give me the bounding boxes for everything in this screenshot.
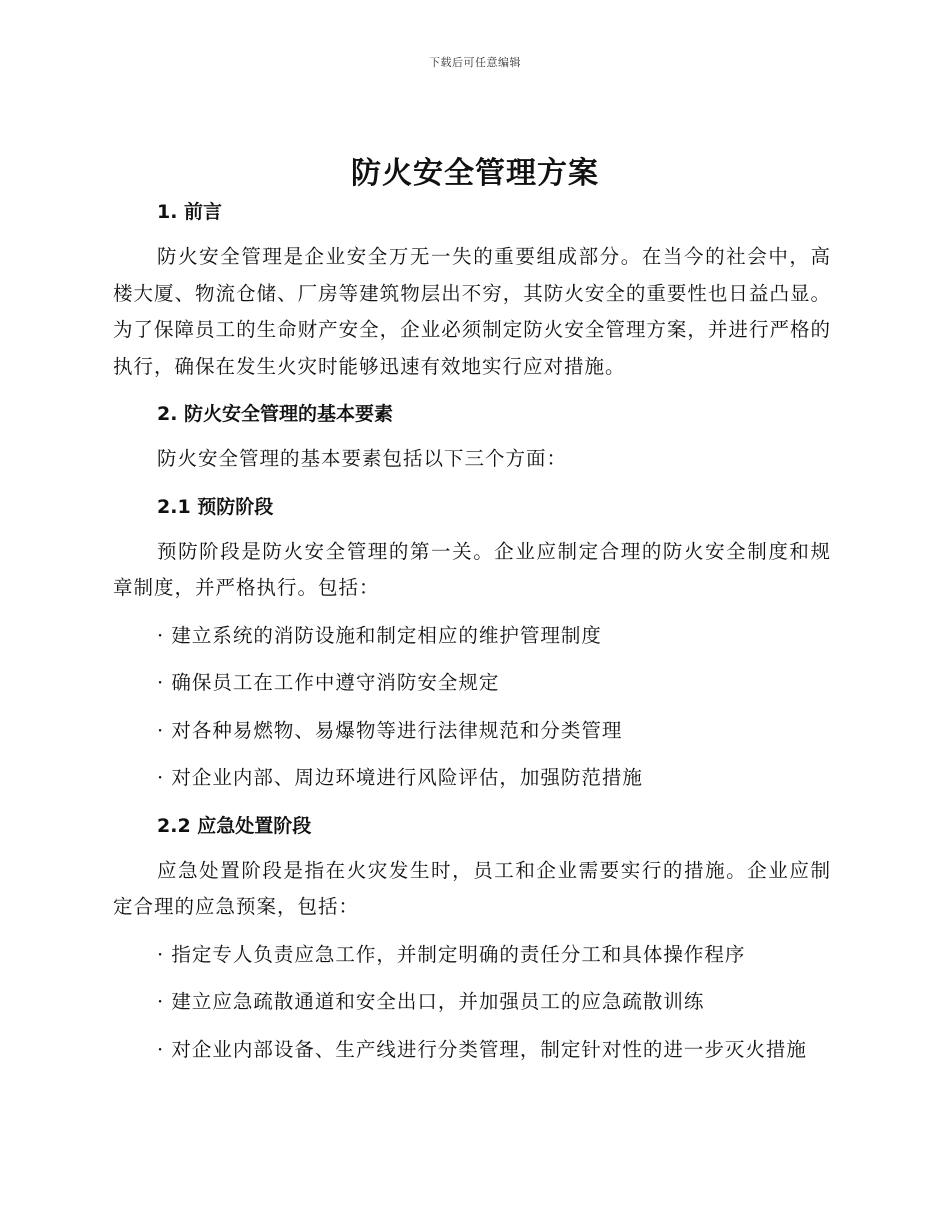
section-heading-emergency: 2.2 应急处置阶段 <box>157 814 312 837</box>
section-heading-preface: 1. 前言 <box>157 201 223 223</box>
preface-paragraph: 防火安全管理是企业安全万无一失的重要组成部分。在当今的社会中，高楼大厦、物流仓储、厂房等建筑物层出不穷，其防火安全的重要性也日益凸显。为了保障员工的生命财产安全，企业必须制定防火安全管理方案，并进行严格的执行，确保在发生火灾时能够迅速有效地实行应对措施。 <box>113 245 831 378</box>
section-heading-basic-elements: 2. 防火安全管理的基本要素 <box>157 403 394 425</box>
emergency-bullet-3: · 对企业内部设备、生产线进行分类管理，制定针对性的进一步灭火措施 <box>157 1037 807 1061</box>
basic-elements-paragraph: 防火安全管理的基本要素包括以下三个方面： <box>157 447 568 470</box>
prevention-bullet-1: · 建立系统的消防设施和制定相应的维护管理制度 <box>157 623 602 647</box>
document-body <box>113 196 831 1068</box>
prevention-paragraph: 预防阶段是防火安全管理的第一关。企业应制定合理的防火安全制度和规章制度，并严格执行。包括： <box>113 539 831 599</box>
prevention-bullet-4: · 对企业内部、周边环境进行风险评估，加强防范措施 <box>157 766 643 789</box>
prevention-bullet-2: · 确保员工在工作中遵守消防安全规定 <box>157 671 500 694</box>
header-note: 下载后可任意编辑 <box>429 56 521 69</box>
emergency-bullet-1: · 指定专人负责应急工作，并制定明确的责任分工和具体操作程序 <box>157 942 746 966</box>
section-heading-prevention: 2.1 预防阶段 <box>157 495 274 518</box>
emergency-bullet-2: · 建立应急疏散通道和安全出口，并加强员工的应急疏散训练 <box>157 990 705 1013</box>
document-title: 防火安全管理方案 <box>351 156 599 191</box>
prevention-bullet-3: · 对各种易燃物、易爆物等进行法律规范和分类管理 <box>157 718 623 742</box>
emergency-paragraph: 应急处置阶段是指在火灾发生时，员工和企业需要实行的措施。企业应制定合理的应急预案，包括： <box>113 858 831 918</box>
